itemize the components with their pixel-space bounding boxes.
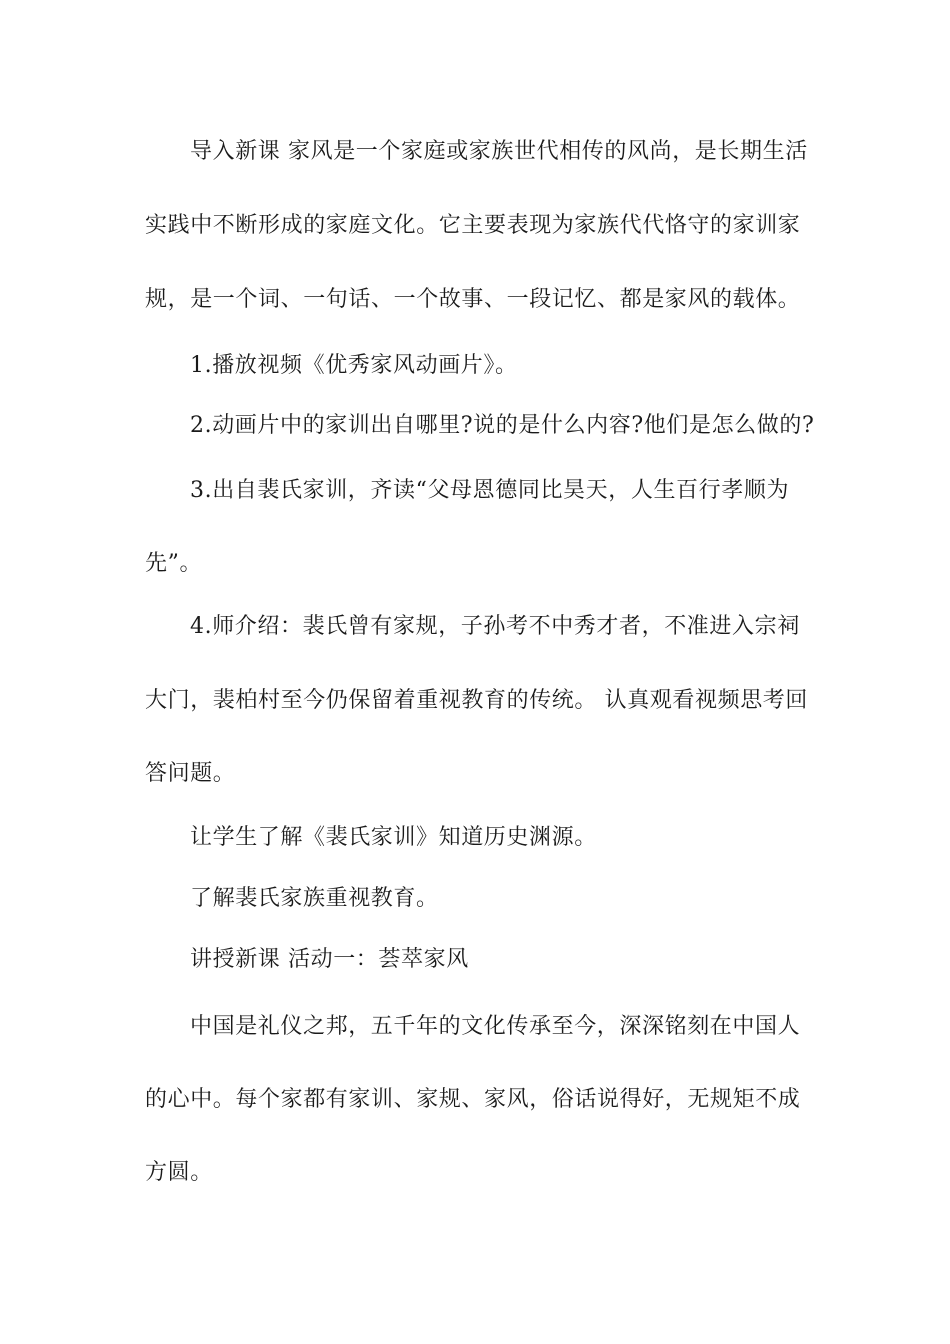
paragraph-line: 2.动画片中的家训出自哪里?说的是什么内容?他们是怎么做的? — [190, 413, 815, 438]
paragraph-line: 先”。 — [145, 551, 203, 576]
paragraph-line: 导入新课 家风是一个家庭或家族世代相传的风尚，是长期生活 — [190, 139, 808, 164]
paragraph-line: 让学生了解《裴氏家训》知道历史渊源。 — [190, 825, 597, 850]
paragraph-line: 讲授新课 活动一：荟萃家风 — [190, 947, 469, 972]
paragraph-line: 了解裴氏家族重视教育。 — [190, 886, 439, 911]
paragraph-line: 大门，裴柏村至今仍保留着重视教育的传统。 认真观看视频思考回 — [145, 688, 808, 713]
paragraph-line: 答问题。 — [145, 761, 236, 786]
paragraph-line: 4.师介绍：裴氏曾有家规，子孙考不中秀才者，不准进入宗祠 — [190, 614, 800, 639]
paragraph-line: 方圆。 — [145, 1160, 213, 1185]
paragraph-line: 规，是一个词、一句话、一个故事、一段记忆、都是家风的载体。 — [145, 287, 801, 312]
paragraph-line: 3.出自裴氏家训，齐读“父母恩德同比昊天，人生百行孝顺为 — [190, 478, 790, 503]
paragraph-line: 的心中。每个家都有家训、家规、家风，俗话说得好，无规矩不成 — [145, 1087, 801, 1112]
paragraph-line: 中国是礼仪之邦，五千年的文化传承至今，深深铭刻在中国人 — [190, 1014, 801, 1039]
paragraph-line: 实践中不断形成的家庭文化。它主要表现为家族代代恪守的家训家 — [145, 213, 801, 238]
paragraph-line: 1.播放视频《优秀家风动画片》。 — [190, 353, 518, 378]
